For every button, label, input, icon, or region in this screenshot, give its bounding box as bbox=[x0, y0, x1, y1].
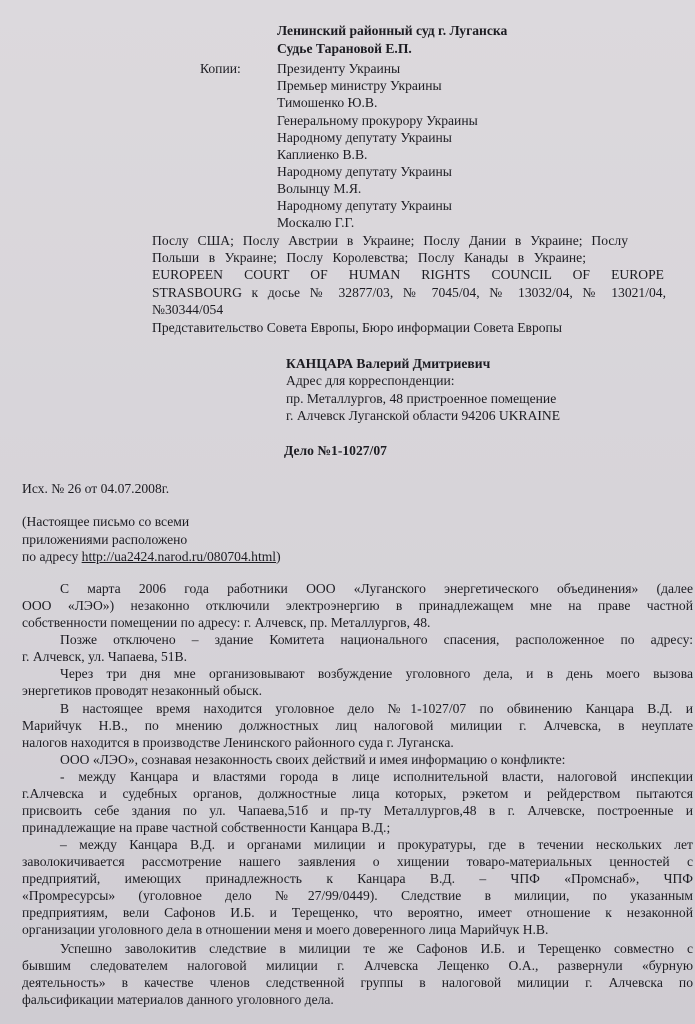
body-line: принадлежащие на праве частной собственности Канцара В.Д.; bbox=[22, 820, 391, 835]
body-line: присвоить себе здания по ул. Чапаева,51б и пр-ту Металлургов,48 в г. Алчевске, построенные и bbox=[22, 803, 693, 818]
body-line: - между Канцара и властями города в лице исполнительной власти, налоговой инспекции bbox=[60, 769, 693, 784]
court-addressee: Ленинский районный суд г. Луганска bbox=[277, 23, 508, 38]
council-line: Представительство Совета Европы, Бюро информации Совета Европы bbox=[152, 320, 562, 335]
body-line: ООО «ЛЭО») незаконно отключили электроэнергию в принадлежащем мне на праве частной bbox=[22, 598, 693, 613]
body-line: фальсификации материалов данного уголовного дела. bbox=[22, 992, 334, 1007]
body-line: энергетиков проводят незаконный обыск. bbox=[22, 683, 263, 698]
body-line: г. Алчевск, ул. Чапаева, 51В. bbox=[22, 649, 188, 664]
body-line: г.Алчевска и судебных органов, должностные лица которых, рэкетом и рейдерством пытаются bbox=[22, 786, 693, 801]
body-line: организации уголовного дела в отношении меня и моего доверенного лица Марийчук Н.В. bbox=[22, 922, 549, 937]
sender-name: КАНЦАРА Валерий Дмитриевич bbox=[286, 356, 491, 371]
outgoing-number: Исх. № 26 от 04.07.2008г. bbox=[22, 481, 170, 496]
body-line: налогов находится в производстве Ленинского районного суда г. Луганска. bbox=[22, 735, 454, 750]
note-line bbox=[22, 548, 281, 565]
ambassadors-line: Польши в Украине; Послу Королевства; Послу Канады в Украине; bbox=[152, 250, 586, 265]
copy-recipient: Волынцу М.Я. bbox=[277, 181, 362, 196]
ambassadors-line: EUROPEEN COURT OF HUMAN RIGHTS COUNCIL OF EUROPE bbox=[152, 267, 664, 282]
ambassadors-line: Послу США; Послу Австрии в Украине; Послу Дании в Украине; Послу bbox=[152, 233, 628, 248]
copy-recipient: Народному депутату Украины bbox=[277, 198, 452, 213]
body-line: деятельность» в качестве членов следственной группы в налоговой милиции г. Алчевска по bbox=[22, 975, 693, 990]
body-line: собственности помещении по адресу: г. Алчевск, пр. Металлургов, 48. bbox=[22, 615, 431, 630]
note-line: приложениями расположено bbox=[22, 532, 188, 547]
body-line: предприятий, имеющих принадлежность к Канцара В.Д. – ЧПФ «Промснаб», ЧПФ bbox=[22, 871, 693, 886]
copy-recipient: Тимошенко Ю.В. bbox=[277, 95, 378, 110]
body-line: бывшим следователем налоговой милиции г. Алчевска Лещенко О.А., развернули «бурную bbox=[22, 958, 693, 973]
judge-addressee: Судье Тарановой Е.П. bbox=[277, 41, 412, 56]
copies-label: Копии: bbox=[200, 61, 241, 76]
body-line: ООО «ЛЭО», сознавая незаконность своих действий и имея информацию о конфликте: bbox=[60, 752, 566, 767]
case-number: Дело №1-1027/07 bbox=[284, 443, 387, 458]
body-line: В настоящее время находится уголовное дело №1-1027/07 по обвинению Канцара В.Д. и bbox=[60, 701, 693, 716]
copy-recipient: Москалю Г.Г. bbox=[277, 215, 355, 230]
note-line: (Настоящее письмо со всеми bbox=[22, 514, 190, 529]
sender-address: пр. Металлургов, 48 пристроенное помещение bbox=[286, 391, 557, 406]
body-line: Через три дня мне организовывают возбуждение уголовного дела, и в день моего вызова bbox=[60, 666, 693, 681]
body-line: Успешно заволокитив следствие в милиции те же Сафонов И.Б. и Терещенко совместно с bbox=[60, 941, 693, 956]
document-link[interactable]: http://ua2424.narod.ru/080704.html bbox=[81, 549, 277, 564]
sender-address: г. Алчевск Луганской области 94206 UKRAINE bbox=[286, 408, 561, 423]
ambassadors-line: STRASBOURG к досье № 32877/03, № 7045/04, № 13032/04, № 13021/04, bbox=[152, 285, 666, 300]
sender-address-label: Адрес для корреспонденции: bbox=[286, 373, 455, 388]
body-line: «Промресурсы» (уголовное дело №27/99/0449). Следствие в милиции, по указанным bbox=[22, 888, 693, 903]
note-prefix: по адресу bbox=[22, 549, 82, 564]
body-line: Позже отключено – здание Комитета национального спасения, расположенное по адресу: bbox=[60, 632, 693, 647]
copy-recipient: Президенту Украины bbox=[277, 61, 401, 76]
body-line: – между Канцара В.Д. и органами милиции и прокуратуры, где в течении нескольких лет bbox=[60, 837, 693, 852]
body-line: предприятиям, вели Сафонов И.Б. и Терещенко, что вероятно, имеет отношение к незаконной bbox=[22, 905, 693, 920]
body-line: С марта 2006 года работники ООО «Луганского энергетического объединения» (далее bbox=[60, 581, 693, 596]
ambassadors-line: №30344/054 bbox=[152, 302, 224, 317]
note-suffix: ) bbox=[276, 549, 281, 564]
copy-recipient: Народному депутату Украины bbox=[277, 164, 452, 179]
body-line: заволокичивается рассмотрение нашего заявления о хищении товаро-материальных ценностей с bbox=[22, 854, 693, 869]
copy-recipient: Народному депутату Украины bbox=[277, 130, 452, 145]
copy-recipient: Премьер министру Украины bbox=[277, 78, 442, 93]
copy-recipient: Генеральному прокурору Украины bbox=[277, 113, 478, 128]
body-line: Марийчук Н.В., по мнению должностных лиц налоговой милиции г. Алчевска, в неуплате bbox=[22, 718, 693, 733]
copy-recipient: Каплиенко В.В. bbox=[277, 147, 368, 162]
